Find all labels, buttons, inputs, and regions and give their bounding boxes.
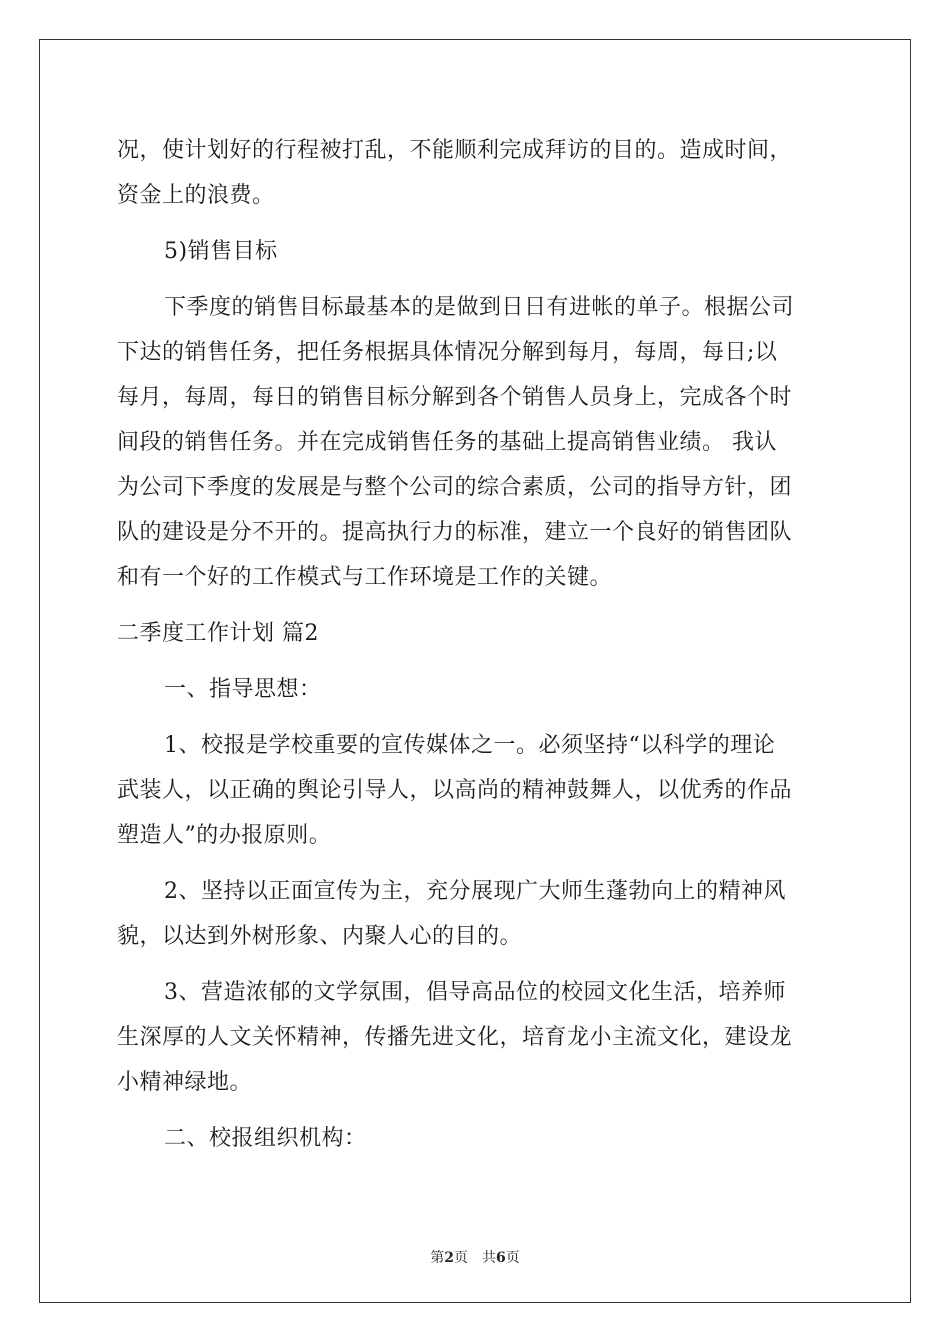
- text-line: 为公司下季度的发展是与整个公司的综合素质，公司的指导方针，团: [117, 475, 793, 500]
- section-heading: 一、指导思想：: [164, 677, 322, 702]
- text-line: 每月，每周，每日的销售目标分解到各个销售人员身上，完成各个时: [117, 385, 793, 410]
- page-footer: [0, 1247, 950, 1267]
- text-line: 间段的销售任务。并在完成销售任务的基础上提高销售业绩。 我认: [117, 430, 777, 455]
- text-line: 和有一个好的工作模式与工作环境是工作的关键。: [117, 565, 613, 590]
- document-body: [117, 128, 835, 1161]
- text-line: 资金上的浪费。: [117, 183, 275, 208]
- text-line: 下达的销售任务，把任务根据具体情况分解到每月，每周，每日;以: [117, 340, 778, 365]
- page-prefix: 第: [430, 1250, 445, 1266]
- text-line: 武装人，以正确的舆论引导人，以高尚的精神鼓舞人，以优秀的作品: [117, 778, 793, 803]
- text-line: 生深厚的人文关怀精神，传播先进文化，培育龙小主流文化，建设龙: [117, 1025, 793, 1050]
- current-page-number: 2: [444, 1250, 454, 1266]
- text-line: 小精神绿地。: [117, 1070, 253, 1095]
- paragraph-start: 2、坚持以正面宣传为主，充分展现广大师生蓬勃向上的精神风: [164, 879, 786, 904]
- total-suffix: 页: [505, 1250, 520, 1266]
- text-line: 塑造人”的办报原则。: [117, 823, 332, 848]
- section-heading: 5)销售目标: [164, 239, 278, 264]
- paragraph-start: 下季度的销售目标最基本的是做到日日有进帐的单子。根据公司: [164, 295, 795, 320]
- chapter-title: 二季度工作计划 篇2: [117, 621, 319, 646]
- paragraph-start: 1、校报是学校重要的宣传媒体之一。必须坚持“以科学的理论: [164, 733, 776, 758]
- section-heading: 二、校报组织机构：: [164, 1126, 367, 1151]
- text-line: 队的建设是分不开的。提高执行力的标准，建立一个良好的销售团队: [117, 520, 793, 545]
- paragraph-start: 3、营造浓郁的文学氛围，倡导高品位的校园文化生活，培养师: [164, 980, 786, 1005]
- text-line: 况，使计划好的行程被打乱，不能顺利完成拜访的目的。造成时间，: [117, 138, 793, 163]
- page-suffix: 页: [454, 1250, 468, 1266]
- total-page-count: 6: [496, 1250, 506, 1266]
- total-prefix: 共: [482, 1250, 496, 1266]
- text-line: 貌，以达到外树形象、内聚人心的目的。: [117, 924, 523, 949]
